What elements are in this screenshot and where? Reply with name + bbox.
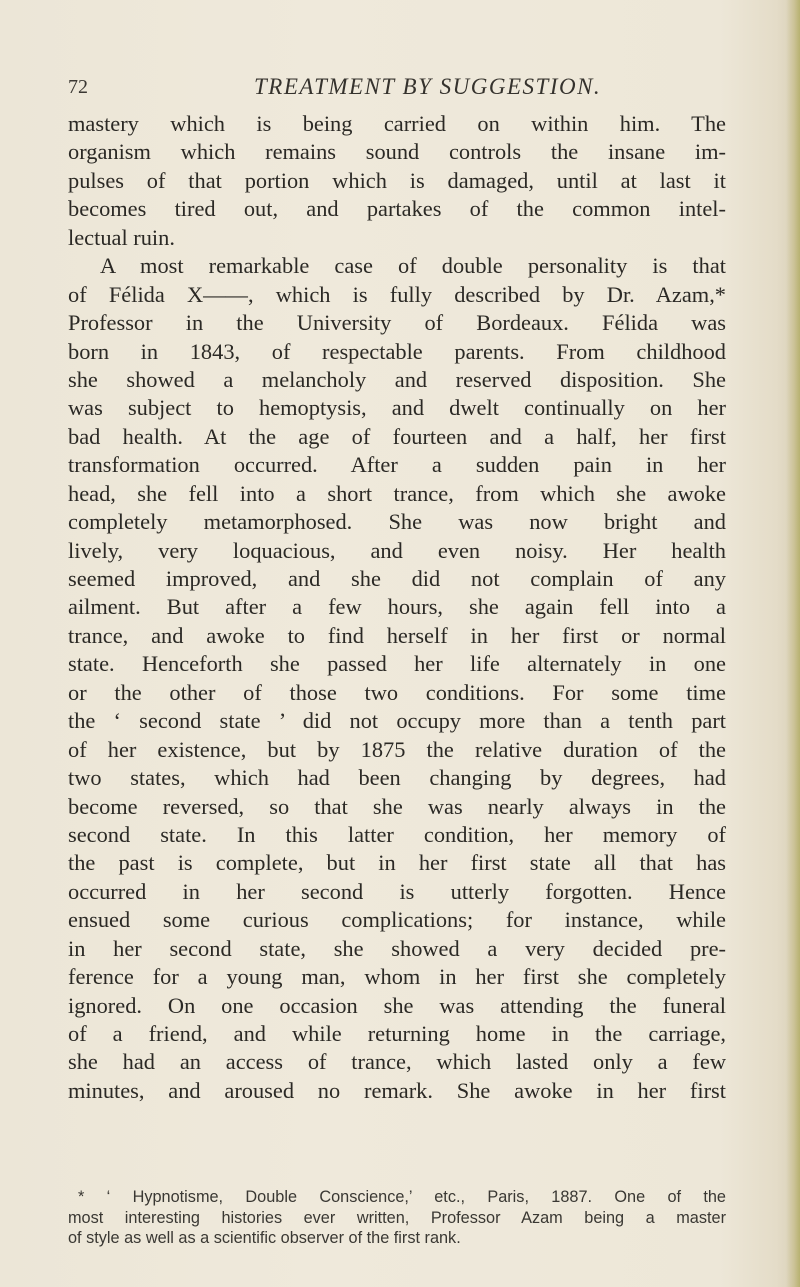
running-header [68, 74, 728, 106]
text-line: trance, and awoke to find herself in her first or normal [68, 622, 726, 648]
text-line: in her second state, she showed a very decided pre- [68, 935, 726, 961]
text-line: becomes tired out, and partakes of the common intel- [68, 196, 726, 222]
text-line: become reversed, so that she was nearly always in the [68, 793, 726, 819]
text-line: occurred in her second is utterly forgotten. Hence [68, 878, 726, 904]
text-line: was subject to hemoptysis, and dwelt continually on her [68, 395, 726, 421]
text-line: ailment. But after a few hours, she again fell into a [68, 594, 726, 620]
text-line: of Félida X——, which is fully described by Dr. Azam,* [68, 281, 726, 307]
body-text [68, 110, 726, 1105]
text-line: organism which remains sound controls the insane im- [68, 139, 726, 165]
text-line: completely metamorphosed. She was now bright and [68, 509, 726, 535]
text-line: of her existence, but by 1875 the relative duration of the [68, 736, 726, 762]
text-line: A most remarkable case of double personality is that [100, 253, 726, 279]
text-line: second state. In this latter condition, her memory of [68, 821, 726, 847]
text-line: ensued some curious complications; for instance, while [68, 907, 726, 933]
text-line: state. Henceforth she passed her life alternately in one [68, 651, 726, 677]
text-line: the past is complete, but in her first state all that has [68, 850, 726, 876]
text-line: transformation occurred. After a sudden pain in her [68, 452, 726, 478]
text-line: mastery which is being carried on within him. The [68, 111, 726, 136]
page-edge [786, 0, 800, 1287]
text-line: lively, very loquacious, and even noisy. Her health [68, 537, 726, 563]
footnote [68, 1187, 726, 1249]
text-line: born in 1843, of respectable parents. From childhood [68, 338, 726, 364]
text-line: bad health. At the age of fourteen and a half, her first [68, 423, 726, 449]
running-title: TREATMENT BY SUGGESTION. [254, 74, 602, 99]
text-line: Professor in the University of Bordeaux. Félida was [68, 310, 726, 336]
text-line: the ‘ second state ’ did not occupy more than a tenth part [68, 708, 726, 734]
text-line: or the other of those two conditions. For some time [68, 679, 726, 705]
footnote-line: of style as well as a scientific observer of the first rank. [68, 1229, 461, 1247]
text-line: lectual ruin. [68, 224, 175, 250]
text-line: minutes, and aroused no remark. She awoke in her first [68, 1077, 726, 1103]
text-line: of a friend, and while returning home in the carriage, [68, 1021, 726, 1046]
text-line: she had an access of trance, which lasted only a few [68, 1049, 726, 1075]
text-line: two states, which had been changing by degrees, had [68, 765, 726, 791]
page-number: 72 [68, 76, 88, 98]
footnote-line: * ‘ Hypnotisme, Double Conscience,’ etc., Paris, 1887. One of the [78, 1188, 726, 1206]
text-line: head, she fell into a short trance, from which she awoke [68, 480, 726, 506]
text-line: ignored. On one occasion she was attending the funeral [68, 992, 726, 1018]
text-line: she showed a melancholy and reserved disposition. She [68, 366, 726, 392]
text-line: seemed improved, and she did not complain of any [68, 566, 726, 591]
text-line: ference for a young man, whom in her first she completely [68, 964, 726, 990]
footnote-line: most interesting histories ever written, Professor Azam being a master [68, 1208, 726, 1227]
text-line: pulses of that portion which is damaged, until at last it [68, 167, 726, 193]
